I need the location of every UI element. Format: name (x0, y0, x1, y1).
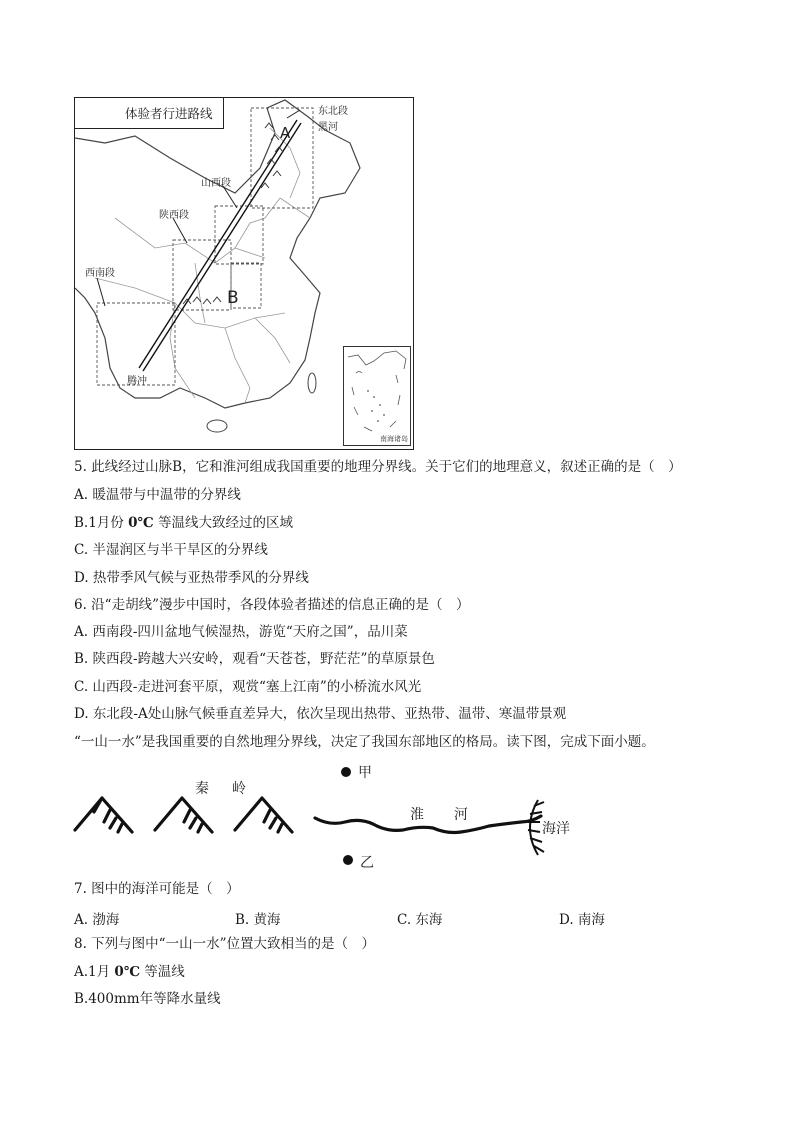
inset-map (344, 347, 412, 447)
q7-option-a: A. 渤海 (74, 912, 120, 928)
label-he: 河 (454, 807, 468, 823)
label-heihe: 黑河 (318, 122, 338, 133)
q6-option-a: A. 西南段-四川盆地气候湿热，游览“天府之国”，品川菜 (74, 624, 408, 640)
q8-option-a (74, 963, 185, 981)
q7-option-b: B. 黄海 (235, 912, 281, 928)
label-northeast: 东北段 (318, 106, 348, 117)
q6-stem: 6. 沿“走胡线”漫步中国时，各段体验者描述的信息正确的是（ ） (74, 597, 470, 613)
label-jia: 甲 (358, 765, 372, 781)
q7-option-c: C. 东海 (397, 912, 443, 928)
q8-option-a-pre: A.1月 (74, 964, 115, 980)
section-intro: “一山一水”是我国重要的自然地理分界线，决定了我国东部地区的格局。读下图，完成下面小题。 (74, 734, 655, 750)
label-huai: 淮 (410, 807, 424, 823)
q6-option-b: B. 陕西段-跨越大兴安岭，观看“天苍苍，野茫茫”的草原景色 (74, 651, 435, 667)
label-yi: 乙 (360, 855, 374, 871)
diagram-drawing (70, 760, 590, 875)
label-tengchong: 腾冲 (127, 376, 147, 387)
label-shanxi: 山西段 (201, 178, 231, 189)
label-mountain-a: A (280, 124, 291, 142)
map-legend (75, 98, 224, 129)
q5-stem: 5. 此线经过山脉B，它和淮河组成我国重要的地理分界线。关于它们的地理意义，叙述正确的是（ ） (74, 459, 682, 475)
china-map-figure (74, 97, 414, 450)
q8-option-a-value: 0℃ (114, 964, 140, 980)
q5-option-a: A. 暖温带与中温带的分界线 (74, 487, 241, 503)
label-southwest: 西南段 (85, 268, 115, 279)
q7-stem: 7. 图中的海洋可能是（ ） (74, 881, 240, 897)
inset-label: 南海诸岛 (380, 435, 408, 443)
q8-stem: 8. 下列与图中“一山一水”位置大致相当的是（ ） (74, 936, 375, 952)
q5-option-b-pre: B.1月份 (74, 515, 129, 531)
legend-text: 体验者行进路线 (125, 106, 213, 121)
q6-option-c: C. 山西段-走进河套平原，观赏“塞上江南”的小桥流水风光 (74, 679, 422, 695)
q7-option-d: D. 南海 (559, 912, 605, 928)
q8-option-b: B.400mm年等降水量线 (74, 991, 221, 1007)
qinling-huaihe-diagram (70, 760, 590, 875)
label-mountain-b: B (227, 288, 239, 308)
label-ocean: 海洋 (542, 821, 570, 837)
q5-option-b (74, 514, 293, 532)
label-qin: 秦 (195, 781, 209, 797)
q5-option-b-post: 等温线大致经过的区域 (153, 515, 293, 531)
south-china-sea-inset (343, 346, 411, 446)
q6-option-d: D. 东北段-A处山脉气候垂直差异大，依次呈现出热带、亚热带、温带、寒温带景观 (74, 706, 567, 722)
q5-option-c: C. 半湿润区与半干旱区的分界线 (74, 542, 268, 558)
label-ling: 岭 (232, 781, 246, 797)
label-shaanxi: 陕西段 (159, 210, 189, 221)
q5-option-d: D. 热带季风气候与亚热带季风的分界线 (74, 570, 309, 586)
q5-option-b-value: 0℃ (128, 515, 154, 531)
q8-option-a-post: 等温线 (140, 964, 185, 980)
